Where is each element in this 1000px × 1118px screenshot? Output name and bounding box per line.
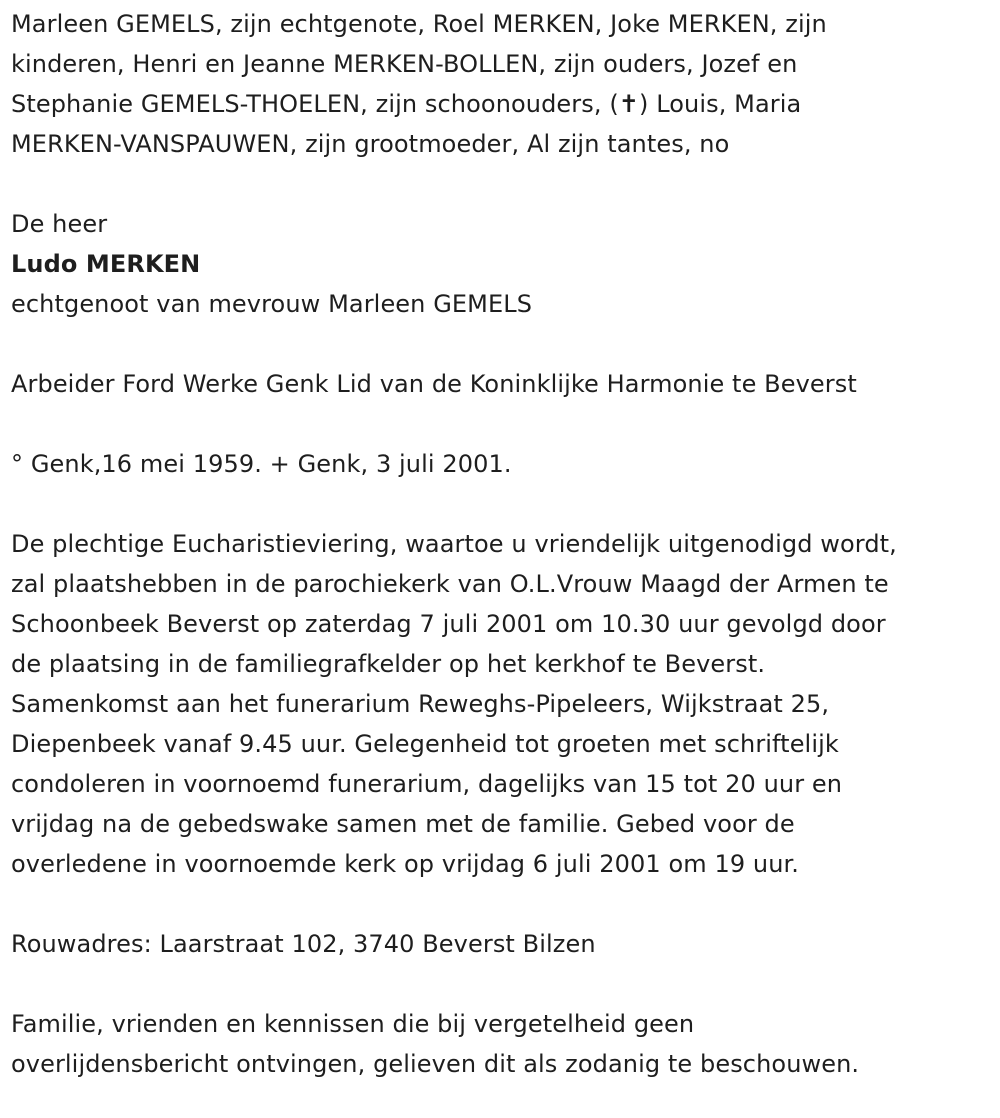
ceremony-line: overledene in voornoemde kerk op vrijdag 6 juli 2001 om 19 uur. bbox=[11, 850, 800, 878]
ceremony-line: Diepenbeek vanaf 9.45 uur. Gelegenheid tot groeten met schriftelijk bbox=[11, 730, 839, 758]
ceremony-line: de plaatsing in de familiegrafkelder op het kerkhof te Beverst. bbox=[11, 650, 766, 678]
salutation: De heer bbox=[11, 210, 108, 238]
closing-paragraph bbox=[11, 1004, 996, 1084]
ceremony-line: zal plaatshebben in de parochiekerk van O.L.Vrouw Maagd der Armen te bbox=[11, 570, 889, 598]
deceased-name: Ludo MERKEN bbox=[11, 250, 201, 278]
birth-death-dates: ° Genk,16 mei 1959. + Genk, 3 juli 2001. bbox=[11, 450, 512, 478]
ceremony-line: condoleren in voornoemd funerarium, dagelijks van 15 tot 20 uur en bbox=[11, 770, 843, 798]
mourning-address: Rouwadres: Laarstraat 102, 3740 Beverst Bilzen bbox=[11, 930, 596, 958]
ceremony-line: De plechtige Eucharistieviering, waartoe u vriendelijk uitgenodigd wordt, bbox=[11, 530, 897, 558]
family-intro bbox=[11, 4, 996, 164]
spouse-line: echtgenoot van mevrouw Marleen GEMELS bbox=[11, 290, 533, 318]
spacer bbox=[11, 484, 996, 524]
intro-line: kinderen, Henri en Jeanne MERKEN-BOLLEN, zijn ouders, Jozef en bbox=[11, 50, 798, 78]
closing-line: Familie, vrienden en kennissen die bij vergetelheid geen bbox=[11, 1010, 695, 1038]
closing-line: overlijdensbericht ontvingen, gelieven dit als zodanig te beschouwen. bbox=[11, 1050, 860, 1078]
spacer bbox=[11, 164, 996, 204]
ceremony-line: Samenkomst aan het funerarium Reweghs-Pipeleers, Wijkstraat 25, bbox=[11, 690, 830, 718]
intro-line: Marleen GEMELS, zijn echtgenote, Roel MERKEN, Joke MERKEN, zijn bbox=[11, 10, 827, 38]
intro-line: MERKEN-VANSPAUWEN, zijn grootmoeder, Al zijn tantes, no bbox=[11, 130, 730, 158]
ceremony-line: vrijdag na de gebedswake samen met de familie. Gebed voor de bbox=[11, 810, 795, 838]
ceremony-paragraph bbox=[11, 524, 996, 884]
spacer bbox=[11, 324, 996, 364]
obituary-document bbox=[11, 0, 996, 1084]
spacer bbox=[11, 404, 996, 444]
occupation-line: Arbeider Ford Werke Genk Lid van de Koninklijke Harmonie te Beverst bbox=[11, 370, 857, 398]
spacer bbox=[11, 964, 996, 1004]
ceremony-line: Schoonbeek Beverst op zaterdag 7 juli 2001 om 10.30 uur gevolgd door bbox=[11, 610, 886, 638]
intro-line: Stephanie GEMELS-THOELEN, zijn schoonouders, (✝) Louis, Maria bbox=[11, 90, 802, 118]
spacer bbox=[11, 884, 996, 924]
